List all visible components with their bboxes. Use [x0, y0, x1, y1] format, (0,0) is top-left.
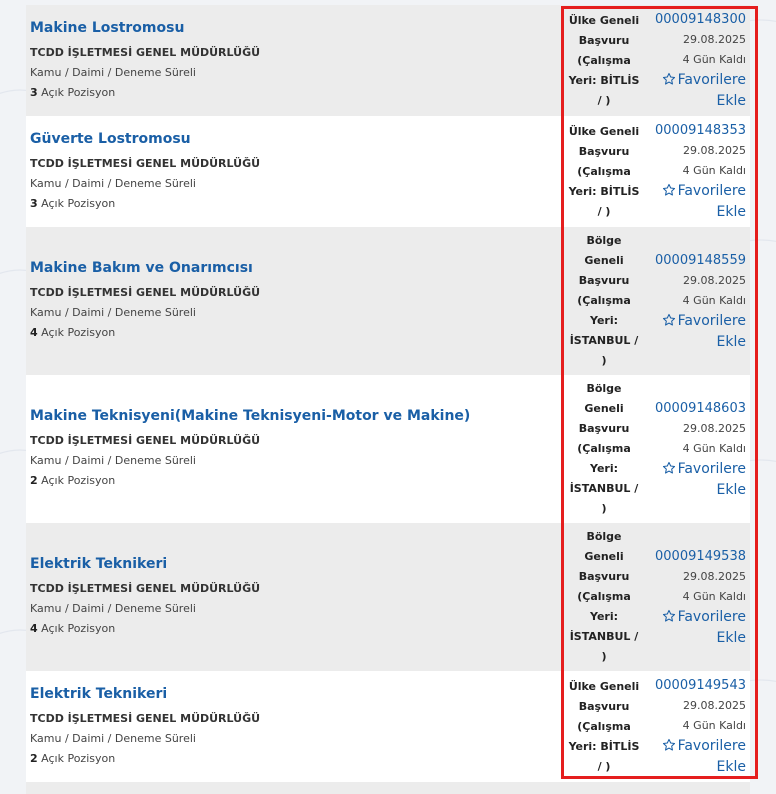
deadline-date: 29.08.2025 — [683, 421, 746, 435]
job-actions — [648, 116, 750, 227]
favorites-label: Favorilere — [677, 72, 746, 88]
job-type: Kamu / Daimi / Deneme Süreli — [30, 731, 196, 745]
open-positions-count: 2 — [30, 751, 38, 765]
deadline-date: 29.08.2025 — [683, 33, 746, 46]
job-type: Kamu / Daimi / Deneme Süreli — [30, 306, 196, 319]
favorites-label: Favorilere — [677, 460, 746, 477]
scope-line: Başvuru — [578, 33, 630, 47]
open-positions-count: 3 — [30, 85, 38, 99]
scope-line: Yeri: BİTLİS — [568, 184, 640, 198]
application-scope — [560, 5, 648, 116]
job-type: Kamu / Daimi / Deneme Süreli — [30, 65, 196, 79]
job-type: Kamu / Daimi / Deneme Süreli — [30, 602, 196, 615]
open-positions-label: Açık Pozisyon — [41, 751, 116, 765]
scope-line: Yeri: — [589, 610, 618, 623]
job-row — [26, 523, 750, 671]
job-code-link[interactable]: 00009148559 — [655, 252, 746, 268]
job-info — [26, 523, 560, 671]
deadline-date: 29.08.2025 — [683, 569, 746, 583]
job-actions — [648, 227, 750, 375]
scope-line: (Çalışma — [577, 164, 631, 178]
job-info — [26, 5, 560, 116]
job-type: Kamu / Daimi / Deneme Süreli — [30, 176, 196, 190]
star-outline-icon — [662, 183, 676, 197]
star-outline-icon — [662, 738, 676, 752]
add-to-favorites-button[interactable] — [662, 181, 746, 223]
scope-line: Yeri: — [589, 462, 618, 475]
open-positions-label: Açık Pozisyon — [41, 326, 116, 339]
application-scope — [560, 375, 648, 523]
open-positions-label: Açık Pozisyon — [41, 85, 116, 99]
open-positions — [30, 323, 560, 343]
job-row-partial — [26, 782, 750, 794]
job-title-link[interactable]: Güverte Lostromosu — [30, 130, 191, 147]
scope-line: Başvuru — [578, 422, 630, 435]
scope-line: / ) — [597, 204, 611, 218]
job-organization: TCDD İŞLETMESİ GENEL MÜDÜRLÜĞÜ — [30, 156, 261, 170]
favorites-line — [662, 181, 746, 202]
favorites-label-2: Ekle — [716, 481, 746, 498]
scope-line: Bölge — [586, 530, 622, 543]
scope-line: Geneli — [584, 254, 624, 267]
favorites-label-2: Ekle — [716, 333, 746, 350]
scope-line: İSTANBUL / — [569, 630, 639, 643]
job-title-link[interactable]: Elektrik Teknikeri — [30, 556, 168, 572]
scope-line: ) — [601, 502, 607, 515]
scope-line: / ) — [597, 759, 611, 773]
scope-line: / ) — [597, 93, 611, 107]
open-positions-label: Açık Pozisyon — [41, 622, 116, 635]
scope-line: (Çalışma — [577, 719, 631, 733]
star-outline-icon — [662, 313, 676, 327]
days-left: 4 Gün Kaldı — [682, 53, 746, 66]
scope-line: (Çalışma — [577, 442, 631, 455]
open-positions — [30, 194, 560, 214]
star-outline-icon — [662, 72, 676, 86]
favorites-line — [662, 736, 746, 757]
add-to-favorites-button[interactable] — [662, 70, 746, 112]
scope-line: Yeri: BİTLİS — [568, 739, 640, 753]
favorites-label: Favorilere — [677, 738, 746, 754]
job-info — [26, 116, 560, 227]
job-code-link[interactable]: 00009148353 — [655, 123, 746, 138]
scope-line: (Çalışma — [577, 294, 631, 307]
job-type: Kamu / Daimi / Deneme Süreli — [30, 454, 196, 467]
job-actions — [648, 671, 750, 782]
job-code-link[interactable]: 00009148300 — [655, 12, 746, 27]
job-code-link[interactable]: 00009148603 — [655, 400, 746, 416]
open-positions-count: 3 — [30, 196, 38, 210]
job-info — [26, 375, 560, 523]
job-title-link[interactable]: Makine Lostromosu — [30, 19, 185, 36]
open-positions — [30, 83, 560, 103]
job-list — [26, 5, 750, 794]
scope-line: Geneli — [584, 402, 624, 415]
favorites-label: Favorilere — [677, 312, 746, 329]
scope-line: Ülke Geneli — [568, 679, 640, 693]
star-outline-icon — [662, 461, 676, 475]
open-positions-count: 4 — [30, 326, 38, 339]
add-to-favorites-button[interactable] — [662, 311, 746, 353]
job-title-link[interactable]: Makine Teknisyeni(Makine Teknisyeni-Motor ve Makine) — [30, 408, 471, 424]
scope-line: Bölge — [586, 234, 622, 247]
scope-line: Yeri: BİTLİS — [568, 73, 640, 87]
favorites-label: Favorilere — [677, 608, 746, 625]
application-scope — [560, 227, 648, 375]
job-title-link[interactable]: Elektrik Teknikeri — [30, 685, 168, 702]
open-positions-label: Açık Pozisyon — [41, 474, 116, 487]
job-organization: TCDD İŞLETMESİ GENEL MÜDÜRLÜĞÜ — [30, 286, 261, 299]
days-left: 4 Gün Kaldı — [682, 441, 746, 455]
scope-line: (Çalışma — [577, 53, 631, 67]
job-organization: TCDD İŞLETMESİ GENEL MÜDÜRLÜĞÜ — [30, 434, 261, 447]
scope-line: Ülke Geneli — [568, 13, 640, 27]
job-code-link[interactable]: 00009149543 — [655, 678, 746, 693]
open-positions-count: 4 — [30, 622, 38, 635]
days-left: 4 Gün Kaldı — [682, 293, 746, 307]
job-row — [26, 375, 750, 523]
scope-line: ) — [601, 650, 607, 663]
scope-line: Yeri: — [589, 314, 618, 327]
job-row — [26, 116, 750, 227]
open-positions — [30, 749, 560, 769]
job-row — [26, 5, 750, 116]
job-row — [26, 227, 750, 375]
favorites-label-2: Ekle — [716, 629, 746, 646]
job-code-link[interactable]: 00009149538 — [655, 548, 746, 564]
scope-line: ) — [601, 354, 607, 367]
add-to-favorites-button[interactable] — [662, 736, 746, 778]
add-to-favorites-button[interactable] — [662, 459, 746, 501]
days-left: 4 Gün Kaldı — [682, 719, 746, 732]
star-outline-icon — [662, 609, 676, 623]
favorites-line — [662, 311, 746, 332]
scope-line: İSTANBUL / — [569, 334, 639, 347]
open-positions — [30, 619, 560, 639]
open-positions-count: 2 — [30, 474, 38, 487]
application-scope — [560, 523, 648, 671]
deadline-date: 29.08.2025 — [683, 273, 746, 287]
add-to-favorites-button[interactable] — [662, 607, 746, 649]
job-actions — [648, 375, 750, 523]
favorites-label-2: Ekle — [716, 204, 746, 220]
scope-line: Başvuru — [578, 144, 630, 158]
deadline-date: 29.08.2025 — [683, 144, 746, 157]
open-positions — [30, 471, 560, 491]
scope-line: Başvuru — [578, 699, 630, 713]
favorites-line — [662, 459, 746, 480]
scope-line: Bölge — [586, 382, 622, 395]
job-organization: TCDD İŞLETMESİ GENEL MÜDÜRLÜĞÜ — [30, 711, 261, 725]
scope-line: Geneli — [584, 550, 624, 563]
favorites-label-2: Ekle — [716, 759, 746, 775]
job-row — [26, 671, 750, 782]
job-organization: TCDD İŞLETMESİ GENEL MÜDÜRLÜĞÜ — [30, 582, 261, 595]
days-left: 4 Gün Kaldı — [682, 164, 746, 177]
job-info — [26, 227, 560, 375]
scope-line: Başvuru — [578, 274, 630, 287]
favorites-line — [662, 70, 746, 91]
favorites-label: Favorilere — [677, 183, 746, 199]
job-info — [26, 671, 560, 782]
open-positions-label: Açık Pozisyon — [41, 196, 116, 210]
job-title-link[interactable]: Makine Bakım ve Onarımcısı — [30, 260, 253, 276]
scope-line: İSTANBUL / — [569, 482, 639, 495]
job-actions — [648, 5, 750, 116]
scope-line: Başvuru — [578, 570, 630, 583]
scope-line: (Çalışma — [577, 590, 631, 603]
job-organization: TCDD İŞLETMESİ GENEL MÜDÜRLÜĞÜ — [30, 45, 261, 59]
deadline-date: 29.08.2025 — [683, 699, 746, 712]
scope-line: Ülke Geneli — [568, 124, 640, 138]
job-actions — [648, 523, 750, 671]
favorites-line — [662, 607, 746, 628]
days-left: 4 Gün Kaldı — [682, 589, 746, 603]
application-scope — [560, 671, 648, 782]
application-scope — [560, 116, 648, 227]
favorites-label-2: Ekle — [716, 93, 746, 109]
